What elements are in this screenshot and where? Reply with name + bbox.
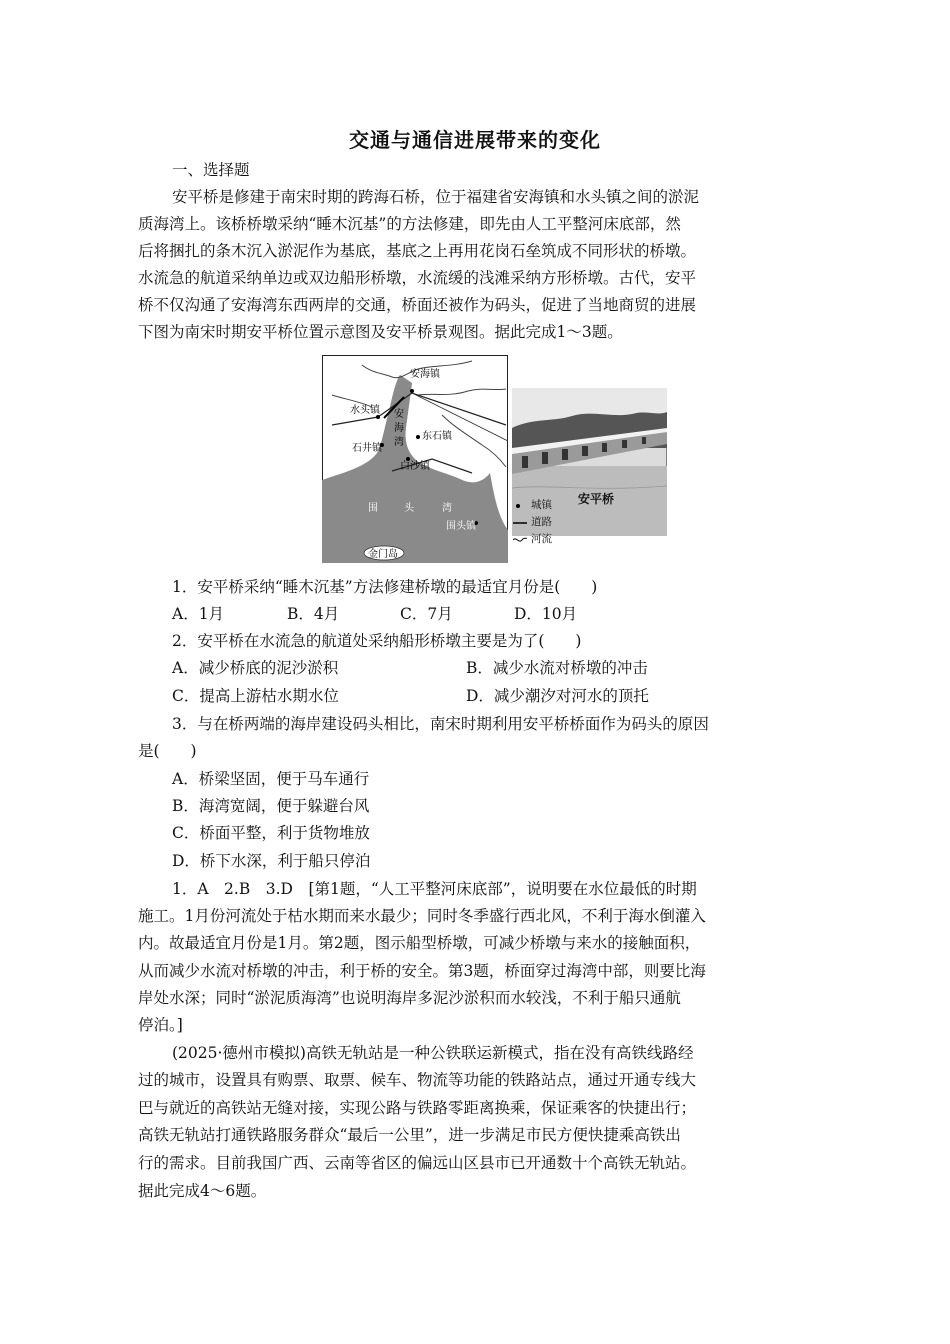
section-heading: 一、选择题	[172, 161, 250, 179]
legend-label: 城镇	[531, 499, 552, 511]
q1-option-c: C．7月	[400, 605, 453, 623]
q1-option-b: B．4月	[287, 605, 340, 623]
answer-line: 施工。1月份河流处于枯水期而来水最少；同时冬季盛行西北风，不利于海水倒灌入	[138, 907, 706, 925]
q1-option-d: D．10月	[514, 605, 578, 623]
legend-label: 河流	[531, 533, 552, 545]
map-label-baisha: 白沙镇	[400, 461, 430, 472]
legend-item	[513, 514, 552, 531]
answer-line: 从而减少水流对桥墩的冲击，利于桥的安全。第3题，桥面穿过海湾中部，则要比海	[138, 962, 706, 980]
passage1-line: 水流急的航道采纳单边或双边船形桥墩，水流缓的浅滩采纳方形桥墩。古代，安平	[138, 269, 697, 287]
passage1-line: 后将捆扎的条木沉入淤泥作为基底，基底之上再用花岗石垒筑成不同形状的桥墩。	[138, 242, 697, 260]
q2-option-a: A．减少桥底的泥沙淤积	[172, 659, 339, 677]
map-label-shijing: 石井镇	[352, 443, 382, 454]
passage1-line: 桥不仅沟通了安海湾东西两岸的交通，桥面还被作为码头，促进了当地商贸的进展	[138, 296, 697, 314]
q2-option-c: C．提高上游枯水期水位	[172, 687, 339, 705]
answer-line: 内。故最适宜月份是1月。第2题，图示船型桥墩，可减少桥墩与来水的接触面积，	[138, 934, 701, 952]
answer-line: 岸处水深；同时“淤泥质海湾”也说明海岸多泥沙淤积而水较浅，不利于船只通航	[138, 989, 681, 1007]
answer-line: 停泊。]	[138, 1016, 183, 1034]
map-label-bay2: 海	[394, 423, 404, 434]
map-label-wei: 围	[368, 503, 378, 514]
passage1-line: 下图为南宋时期安平桥位置示意图及安平桥景观图。据此完成1～3题。	[138, 323, 623, 341]
legend-item	[513, 531, 552, 548]
location-map	[322, 355, 508, 563]
passage1-line: 安平桥是修建于南宋时期的跨海石桥，位于福建省安海镇和水头镇之间的淤泥	[172, 188, 700, 206]
dot-icon	[513, 501, 527, 511]
map-label-anhai: 安海镇	[410, 369, 440, 380]
map-legend	[513, 497, 552, 548]
map-label-shuitou: 水头镇	[350, 405, 380, 416]
map-label-bay1: 安	[394, 409, 404, 420]
q3-option-d: D．桥下水深，利于船只停泊	[172, 852, 371, 870]
legend-label: 道路	[531, 516, 552, 528]
question-3-stem: 3．与在桥两端的海岸建设码头相比，南宋时期利用安平桥桥面作为码头的原因	[172, 715, 709, 733]
passage2-line: 据此完成4～6题。	[138, 1182, 267, 1200]
q1-option-a: A．1月	[172, 605, 225, 623]
passage2-line: 高铁无轨站打通铁路服务群众“最后一公里”，进一步满足市民方便快捷乘高铁出	[138, 1126, 681, 1144]
passage2-line: 行的需求。目前我国广西、云南等省区的偏远山区县市已开通数十个高铁无轨站。	[138, 1154, 697, 1172]
photo-caption: 安平桥	[578, 492, 615, 506]
page-title: 交通与通信进展带来的变化	[349, 128, 601, 152]
question-3-stem-cont: 是( )	[138, 742, 197, 760]
map-label-dongshi: 东石镇	[422, 431, 452, 442]
passage2-line: 巴与就近的高铁站无缝对接，实现公路与铁路零距离换乘，保证乘客的快捷出行；	[138, 1099, 697, 1117]
river-icon	[513, 535, 527, 545]
passage1-line: 质海湾上。该桥桥墩采纳“睡木沉基”的方法修建，即先由人工平整河床底部，然	[138, 215, 681, 233]
passage2-line: (2025·德州市模拟)高铁无轨站是一种公铁联运新模式，指在没有高铁线路经	[172, 1044, 694, 1062]
question-2-stem: 2．安平桥在水流急的航道处采纳船形桥墩主要是为了( )	[172, 632, 582, 650]
map-label-jinmen: 金门岛	[368, 549, 398, 560]
map-label-weitouzhen: 围头镇	[446, 521, 476, 532]
map-label-bay3: 湾	[394, 437, 404, 448]
q3-option-c: C．桥面平整，利于货物堆放	[172, 824, 370, 842]
figure	[322, 355, 672, 565]
q2-option-d: D．减少潮汐对河水的顶托	[466, 687, 649, 705]
question-1-stem: 1．安平桥采纳“睡木沉基”方法修建桥墩的最适宜月份是( )	[172, 578, 598, 596]
map-label-tou: 头	[404, 503, 414, 514]
passage2-line: 过的城市，设置具有购票、取票、候车、物流等功能的铁路站点，通过开通专线大	[138, 1071, 697, 1089]
q2-option-b: B．减少水流对桥墩的冲击	[466, 659, 648, 677]
q3-option-b: B．海湾宽阔，便于躲避台风	[172, 797, 370, 815]
map-label-wan: 湾	[442, 503, 452, 514]
road-icon	[513, 518, 527, 528]
legend-item	[513, 497, 552, 514]
q3-option-a: A．桥梁坚固，便于马车通行	[172, 770, 370, 788]
answer-line: 1．A 2.B 3.D [第1题，“人工平整河床底部”，说明要在水位最低的时期	[172, 880, 697, 898]
